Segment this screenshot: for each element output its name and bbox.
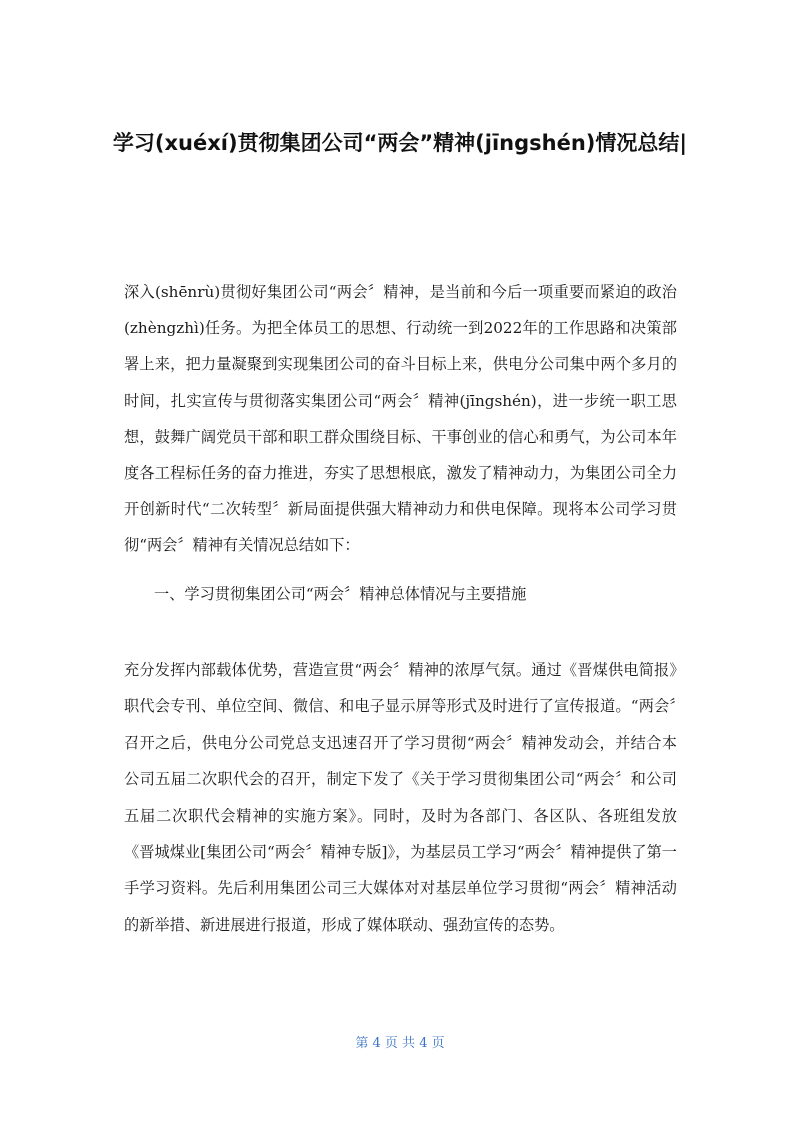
paragraph-intro: 深入(shēnrù)贯彻好集团公司“两会〞精神，是当前和今后一项重要而紧迫的政治(zhèngzhì)任务。为把全体员工的思想、行动统一到2022年的工作思路和决策部署上来，把力量凝聚到实现集团公司的奋斗目标上来，供电分公司集中两个多月的时间，扎实宣传与贯彻落实集团公司“两会〞精神(jīngshén)，进一步统一职工思想，鼓舞广阔党员干部和职工群众围绕目标、干事创业的信心和勇气，为公司本年度各工程标任务的奋力推进，夯实了思想根底，激发了精神动力，为集团公司全力开创新时代“二次转型〞新局面提供强大精神动力和供电保障。现将本公司学习贯彻“两会〞精神有关情况总结如下： xyxy=(124,283,677,555)
section-heading-1: 一、学习贯彻集团公司“两会〞精神总体情况与主要措施 xyxy=(154,585,527,603)
page-number-footer: 第 4 页 共 4 页 xyxy=(355,1036,445,1051)
paragraph-measures: 充分发挥内部载体优势，营造宣贯“两会〞精神的浓厚气氛。通过《晋煤供电简报》职代会专刊、单位空间、微信、和电子显示屏等形式及时进行了宣传报道。“两会〞召开之后，供电分公司党总支迅速召开了学习贯彻“两会〞精神发动会，并结合本公司五届二次职代会的召开，制定下发了《关于学习贯彻集团公司“两会〞和公司五届二次职代会精神的实施方案》。同时，及时为各部门、各区队、各班组发放《晋城煤业[集团公司“两会〞精神专版]》，为基层员工学习“两会〞精神提供了第一手学习资料。先后利用集团公司三大媒体对对基层单位学习贯彻“两会〞精神活动的新举措、新进展进行报道，形成了媒体联动、强劲宣传的态势。 xyxy=(124,661,677,934)
document-title: 学习(xuéxí)贯彻集团公司“两会”精神(jīngshén)情况总结| xyxy=(112,131,688,155)
